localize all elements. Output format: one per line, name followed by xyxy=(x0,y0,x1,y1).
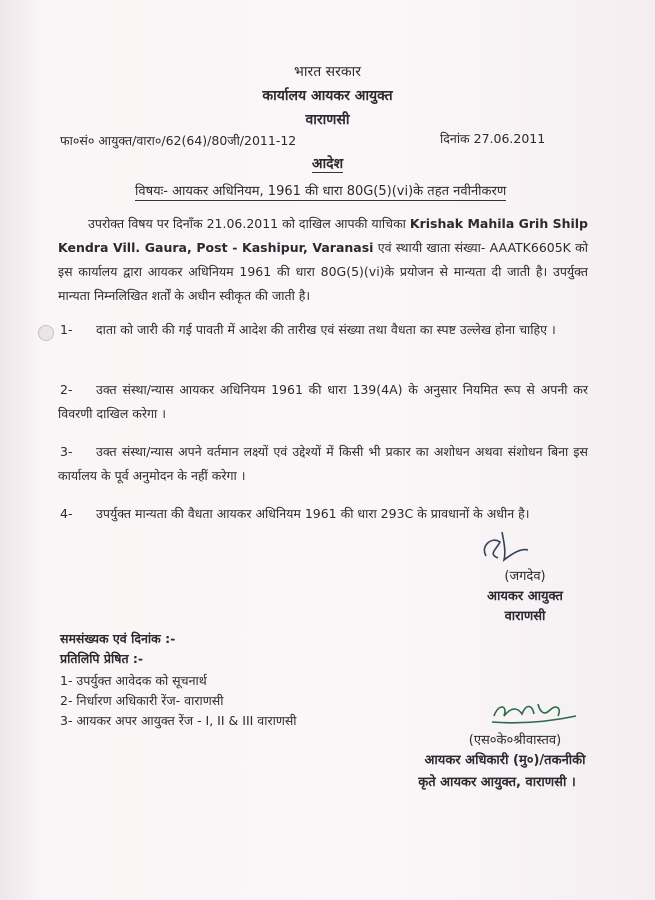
applicant-name: Krishak Mahila Grih Shilp Kendra Vill. Gaura, Post - Kashipur, Varanasi xyxy=(58,216,588,255)
officer-name: (एस०के०श्रीवास्तव) xyxy=(468,733,562,748)
copy-item-1: 1- उपर्युक्त आवेदक को सूचनार्थ xyxy=(60,673,207,688)
officer-designation: आयकर अधिकारी (मु०)/तकनीकी xyxy=(424,753,586,768)
copy-title-2: प्रतिलिपि प्रेषित :- xyxy=(60,651,144,666)
copy-title-1: समसंख्यक एवं दिनांक :- xyxy=(60,631,176,646)
signatory-place: वाराणसी xyxy=(504,609,546,624)
subject-line: विषयः- आयकर अधिनियम, 1961 की धारा 80G(5)(vi)के तहत नवीनीकरण xyxy=(135,181,506,201)
condition-4-number: 4- xyxy=(60,506,73,521)
file-number: फा०सं० आयुक्त/वारा०/62(64)/80जी/2011-12 xyxy=(60,133,297,148)
header-line-3: वाराणसी xyxy=(305,112,350,128)
commissioner-signature xyxy=(478,528,538,566)
condition-2-text: उक्त संस्था/न्यास आयकर अधिनियम 1961 की धारा 139(4A) के अनुसार नियमित रूप से अपनी कर विवरणी दाखिल करेगा । xyxy=(58,382,588,421)
condition-1-number: 1- xyxy=(60,322,73,337)
condition-3-text: उक्त संस्था/न्यास अपने वर्तमान लक्ष्यों एवं उद्देश्यों में किसी भी प्रकार का अशोधन अथवा संशोधन बिना इस कार्यालय के पूर्व अनुमोदन के नहीं करेगा । xyxy=(58,444,588,483)
copy-item-2: 2- निर्धारण अधिकारी रेंज- वाराणसी xyxy=(60,693,224,708)
condition-3-number: 3- xyxy=(60,444,73,459)
signatory-name: (जगदेव) xyxy=(504,569,546,584)
header-line-1: भारत सरकार xyxy=(294,64,361,80)
intro-paragraph: उपरोक्त विषय पर दिनाँक 21.06.2011 को दाखिल आपकी याचिका Krishak Mahila Grih Shilp Kendra Vill. Gaura, Post - Kashipur, Varanasi एवं स्थायी खाता संख्या- AAATK6605K को इस कार्यालय द्वारा आयकर अधिनियम 1961 की धारा 80G(5)(vi)के प्रयोजन से मान्यता दी जाती है। उपर्युक्त मान्यता निम्नलिखित शर्तों के अधीन स्वीकृत की जाती है। xyxy=(58,216,588,303)
signatory-designation: आयकर आयुक्त xyxy=(487,589,563,604)
officer-for: कृते आयकर आयुक्त, वाराणसी । xyxy=(418,775,576,790)
order-date: दिनांक 27.06.2011 xyxy=(440,131,546,146)
order-title: आदेश xyxy=(311,156,344,172)
condition-2-number: 2- xyxy=(60,382,73,397)
copy-item-3: 3- आयकर अपर आयुक्त रेंज - I, II & III वाराणसी xyxy=(60,713,297,728)
condition-4-text: उपर्युक्त मान्यता की वैधता आयकर अधिनियम 1961 की धारा 293C के प्रावधानों के अधीन है। xyxy=(96,506,530,521)
officer-signature xyxy=(488,694,580,728)
punch-hole xyxy=(38,325,54,341)
header-line-2: कार्यालय आयकर आयुक्त xyxy=(262,88,393,104)
condition-1-text: दाता को जारी की गई पावती में आदेश की तारीख एवं संख्या तथा वैधता का स्पष्ट उल्लेख होना चाहिए । xyxy=(96,322,556,337)
